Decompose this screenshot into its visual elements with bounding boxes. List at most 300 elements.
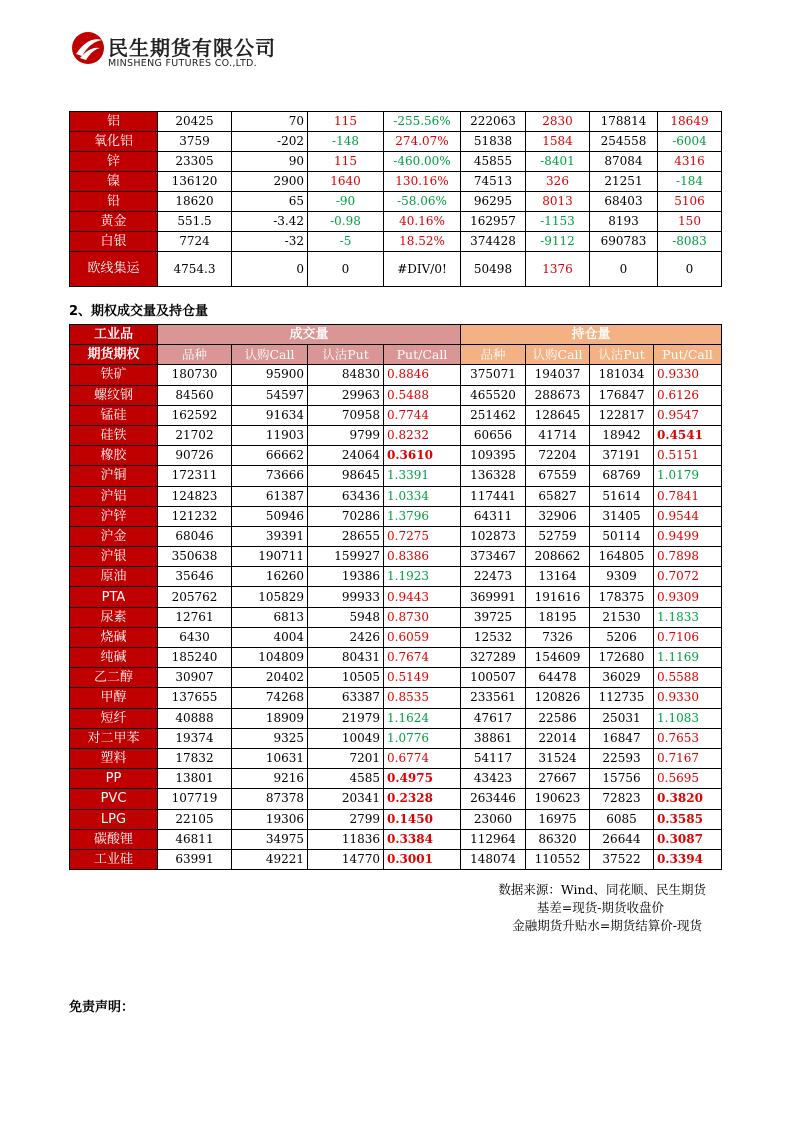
table-cell: 70 xyxy=(232,112,308,132)
col-header: 品种 xyxy=(158,345,232,365)
col-header: Put/Call xyxy=(384,345,461,365)
oi-put-call-ratio: 0.9309 xyxy=(654,587,722,607)
oi-call: 31524 xyxy=(526,748,590,768)
table-row xyxy=(70,425,722,445)
oi-put: 72823 xyxy=(590,789,654,809)
oi-put-call-ratio: 0.7106 xyxy=(654,627,722,647)
volume-call: 11903 xyxy=(232,425,308,445)
oi-put: 18942 xyxy=(590,425,654,445)
table-cell: 115 xyxy=(308,152,384,172)
oi-total: 23060 xyxy=(461,809,526,829)
col-header: 认购Call xyxy=(526,345,590,365)
oi-call: 22586 xyxy=(526,708,590,728)
volume-total: 84560 xyxy=(158,385,232,405)
volume-put-call-ratio: 0.3610 xyxy=(384,446,461,466)
company-name-en: MINSHENG FUTURES CO.,LTD. xyxy=(108,58,257,69)
table-cell: 8193 xyxy=(590,212,658,232)
table-cell: 115 xyxy=(308,112,384,132)
table-cell: 74513 xyxy=(461,172,526,192)
volume-put-call-ratio: 0.8535 xyxy=(384,688,461,708)
table-cell: 21251 xyxy=(590,172,658,192)
oi-call: 65827 xyxy=(526,486,590,506)
oi-total: 60656 xyxy=(461,425,526,445)
table-row xyxy=(70,112,722,132)
oi-put-call-ratio: 1.1169 xyxy=(654,648,722,668)
option-name: 甲醇 xyxy=(70,688,158,708)
oi-total: 465520 xyxy=(461,385,526,405)
table-cell: 551.5 xyxy=(158,212,232,232)
option-name: 短纤 xyxy=(70,708,158,728)
table-cell: 87084 xyxy=(590,152,658,172)
volume-put: 7201 xyxy=(308,748,384,768)
table-row xyxy=(70,769,722,789)
volume-put-call-ratio: 0.3001 xyxy=(384,849,461,869)
oi-total: 43423 xyxy=(461,769,526,789)
table-cell: -460.00% xyxy=(384,152,461,172)
oi-put: 122817 xyxy=(590,405,654,425)
option-name: 沪铜 xyxy=(70,466,158,486)
commodity-name: 欧线集运 xyxy=(70,252,158,287)
volume-put: 4585 xyxy=(308,769,384,789)
table-cell: -90 xyxy=(308,192,384,212)
volume-call: 9325 xyxy=(232,728,308,748)
volume-put-call-ratio: 0.8386 xyxy=(384,547,461,567)
oi-call: 64478 xyxy=(526,668,590,688)
oi-call: 110552 xyxy=(526,849,590,869)
volume-put: 28655 xyxy=(308,526,384,546)
volume-total: 21702 xyxy=(158,425,232,445)
volume-call: 50946 xyxy=(232,506,308,526)
oi-put: 21530 xyxy=(590,607,654,627)
corner-header-bottom: 期货期权 xyxy=(70,345,158,365)
option-name: 碳酸锂 xyxy=(70,829,158,849)
table-cell: 136120 xyxy=(158,172,232,192)
option-name: 纯碱 xyxy=(70,648,158,668)
corner-header-top: 工业品 xyxy=(70,325,158,345)
volume-put: 14770 xyxy=(308,849,384,869)
table-cell: 222063 xyxy=(461,112,526,132)
oi-put: 25031 xyxy=(590,708,654,728)
volume-put-call-ratio: 0.7744 xyxy=(384,405,461,425)
table-cell: 68403 xyxy=(590,192,658,212)
col-header: 品种 xyxy=(461,345,526,365)
table-cell: 5106 xyxy=(658,192,722,212)
option-name: 沪银 xyxy=(70,547,158,567)
volume-call: 16260 xyxy=(232,567,308,587)
table-cell: 50498 xyxy=(461,252,526,287)
table-row xyxy=(70,446,722,466)
table-cell: 0 xyxy=(658,252,722,287)
volume-call: 18909 xyxy=(232,708,308,728)
oi-put-call-ratio: 0.3585 xyxy=(654,809,722,829)
table-cell: -8083 xyxy=(658,232,722,252)
option-name: 硅铁 xyxy=(70,425,158,445)
volume-total: 35646 xyxy=(158,567,232,587)
volume-call: 190711 xyxy=(232,547,308,567)
volume-call: 87378 xyxy=(232,789,308,809)
table-cell: 90 xyxy=(232,152,308,172)
table-row xyxy=(70,849,722,869)
volume-put: 2799 xyxy=(308,809,384,829)
volume-put-call-ratio: 0.2328 xyxy=(384,789,461,809)
oi-total: 102873 xyxy=(461,526,526,546)
table-cell: 20425 xyxy=(158,112,232,132)
volume-put-call-ratio: 1.1624 xyxy=(384,708,461,728)
volume-call: 6813 xyxy=(232,607,308,627)
oi-call: 13164 xyxy=(526,567,590,587)
oi-call: 72204 xyxy=(526,446,590,466)
commodity-name: 铝 xyxy=(70,112,158,132)
table-cell: 96295 xyxy=(461,192,526,212)
oi-put: 16847 xyxy=(590,728,654,748)
oi-put-call-ratio: 0.3394 xyxy=(654,849,722,869)
logo-mark-icon xyxy=(70,30,106,66)
volume-put-call-ratio: 1.3796 xyxy=(384,506,461,526)
oi-total: 22473 xyxy=(461,567,526,587)
option-name: PP xyxy=(70,769,158,789)
oi-call: 190623 xyxy=(526,789,590,809)
volume-call: 4004 xyxy=(232,627,308,647)
table-cell: -58.06% xyxy=(384,192,461,212)
volume-put: 159927 xyxy=(308,547,384,567)
premium-note: 金融期货升贴水=期货结算价-现货 xyxy=(512,918,702,933)
oi-call: 22014 xyxy=(526,728,590,748)
oi-put: 15756 xyxy=(590,769,654,789)
oi-put: 112735 xyxy=(590,688,654,708)
table-cell: 51838 xyxy=(461,132,526,152)
volume-total: 121232 xyxy=(158,506,232,526)
volume-put: 21979 xyxy=(308,708,384,728)
option-name: 锰硅 xyxy=(70,405,158,425)
volume-put: 70286 xyxy=(308,506,384,526)
table-cell: 40.16% xyxy=(384,212,461,232)
table-row xyxy=(70,748,722,768)
company-logo xyxy=(70,30,310,75)
volume-call: 74268 xyxy=(232,688,308,708)
oi-put: 37522 xyxy=(590,849,654,869)
commodity-name: 镍 xyxy=(70,172,158,192)
volume-total: 137655 xyxy=(158,688,232,708)
volume-put: 63436 xyxy=(308,486,384,506)
oi-put-call-ratio: 0.3087 xyxy=(654,829,722,849)
table-row xyxy=(70,152,722,172)
volume-put-call-ratio: 0.8232 xyxy=(384,425,461,445)
table-cell: 690783 xyxy=(590,232,658,252)
oi-put-call-ratio: 0.7072 xyxy=(654,567,722,587)
table-cell: 130.16% xyxy=(384,172,461,192)
oi-put: 181034 xyxy=(590,365,654,385)
table-cell: -148 xyxy=(308,132,384,152)
volume-put: 11836 xyxy=(308,829,384,849)
volume-call: 34975 xyxy=(232,829,308,849)
oi-call: 16975 xyxy=(526,809,590,829)
table-cell: 2830 xyxy=(526,112,590,132)
option-name: 沪金 xyxy=(70,526,158,546)
table-cell: -184 xyxy=(658,172,722,192)
volume-put-call-ratio: 0.7674 xyxy=(384,648,461,668)
option-name: 原油 xyxy=(70,567,158,587)
col-header: 认购Call xyxy=(232,345,308,365)
oi-total: 373467 xyxy=(461,547,526,567)
oi-total: 109395 xyxy=(461,446,526,466)
option-name: 工业硅 xyxy=(70,849,158,869)
oi-put: 50114 xyxy=(590,526,654,546)
volume-put-call-ratio: 1.3391 xyxy=(384,466,461,486)
table-row xyxy=(70,212,722,232)
oi-total: 375071 xyxy=(461,365,526,385)
oi-call: 27667 xyxy=(526,769,590,789)
table-cell: -202 xyxy=(232,132,308,152)
volume-total: 30907 xyxy=(158,668,232,688)
oi-call: 191616 xyxy=(526,587,590,607)
volume-put-call-ratio: 0.9443 xyxy=(384,587,461,607)
volume-put: 98645 xyxy=(308,466,384,486)
oi-call: 194037 xyxy=(526,365,590,385)
option-name: PTA xyxy=(70,587,158,607)
table-cell: -8401 xyxy=(526,152,590,172)
table-row xyxy=(70,587,722,607)
oi-put: 22593 xyxy=(590,748,654,768)
option-name: 沪锌 xyxy=(70,506,158,526)
oi-put-call-ratio: 0.5151 xyxy=(654,446,722,466)
table-cell: 7724 xyxy=(158,232,232,252)
volume-call: 104809 xyxy=(232,648,308,668)
table-row xyxy=(70,809,722,829)
oi-put-call-ratio: 0.9330 xyxy=(654,365,722,385)
table-cell: 1584 xyxy=(526,132,590,152)
basis-note: 基差=现货-期货收盘价 xyxy=(536,900,664,915)
option-name: 对二甲苯 xyxy=(70,728,158,748)
option-name: LPG xyxy=(70,809,158,829)
volume-put-call-ratio: 0.6774 xyxy=(384,748,461,768)
volume-call: 105829 xyxy=(232,587,308,607)
volume-put-call-ratio: 1.1923 xyxy=(384,567,461,587)
volume-call: 91634 xyxy=(232,405,308,425)
source-note: 数据来源：Wind、同花顺、民生期货 xyxy=(498,882,706,897)
futures-summary-table xyxy=(69,111,722,287)
option-name: 沪铝 xyxy=(70,486,158,506)
options-volume-oi-table xyxy=(69,324,722,870)
open-interest-header: 持仓量 xyxy=(461,325,722,345)
oi-put-call-ratio: 0.3820 xyxy=(654,789,722,809)
table-cell: 326 xyxy=(526,172,590,192)
oi-total: 136328 xyxy=(461,466,526,486)
table-cell: 1640 xyxy=(308,172,384,192)
section-2-title: 2、期权成交量及持仓量 xyxy=(69,304,209,319)
table-row xyxy=(70,132,722,152)
table-row xyxy=(70,708,722,728)
volume-put-call-ratio: 0.5149 xyxy=(384,668,461,688)
volume-total: 107719 xyxy=(158,789,232,809)
commodity-name: 白银 xyxy=(70,232,158,252)
table-cell: -6004 xyxy=(658,132,722,152)
table-cell: 23305 xyxy=(158,152,232,172)
table-cell: #DIV/0! xyxy=(384,252,461,287)
option-name: 橡胶 xyxy=(70,446,158,466)
table-cell: -3.42 xyxy=(232,212,308,232)
volume-call: 66662 xyxy=(232,446,308,466)
oi-total: 233561 xyxy=(461,688,526,708)
volume-total: 17832 xyxy=(158,748,232,768)
table-cell: -255.56% xyxy=(384,112,461,132)
table-cell: 1376 xyxy=(526,252,590,287)
volume-call: 49221 xyxy=(232,849,308,869)
oi-call: 18195 xyxy=(526,607,590,627)
volume-total: 162592 xyxy=(158,405,232,425)
oi-put-call-ratio: 0.5695 xyxy=(654,769,722,789)
oi-put: 31405 xyxy=(590,506,654,526)
oi-put: 26644 xyxy=(590,829,654,849)
oi-put: 36029 xyxy=(590,668,654,688)
table-cell: 374428 xyxy=(461,232,526,252)
volume-total: 22105 xyxy=(158,809,232,829)
oi-put-call-ratio: 0.7653 xyxy=(654,728,722,748)
table-row xyxy=(70,405,722,425)
volume-total: 40888 xyxy=(158,708,232,728)
oi-call: 154609 xyxy=(526,648,590,668)
volume-put-call-ratio: 1.0776 xyxy=(384,728,461,748)
volume-put: 5948 xyxy=(308,607,384,627)
table-row xyxy=(70,172,722,192)
oi-put-call-ratio: 0.7167 xyxy=(654,748,722,768)
col-header: 认沽Put xyxy=(590,345,654,365)
volume-put-call-ratio: 0.6059 xyxy=(384,627,461,647)
table-row xyxy=(70,385,722,405)
volume-total: 205762 xyxy=(158,587,232,607)
col-header: 认沽Put xyxy=(308,345,384,365)
table-row xyxy=(70,466,722,486)
volume-put-call-ratio: 0.1450 xyxy=(384,809,461,829)
volume-put: 24064 xyxy=(308,446,384,466)
commodity-name: 黄金 xyxy=(70,212,158,232)
table-cell: 3759 xyxy=(158,132,232,152)
table-row xyxy=(70,789,722,809)
oi-call: 32906 xyxy=(526,506,590,526)
oi-call: 120826 xyxy=(526,688,590,708)
option-name: 乙二醇 xyxy=(70,668,158,688)
oi-total: 251462 xyxy=(461,405,526,425)
oi-put: 178375 xyxy=(590,587,654,607)
volume-call: 95900 xyxy=(232,365,308,385)
volume-total: 12761 xyxy=(158,607,232,627)
oi-put: 9309 xyxy=(590,567,654,587)
oi-call: 208662 xyxy=(526,547,590,567)
volume-put: 19386 xyxy=(308,567,384,587)
oi-total: 148074 xyxy=(461,849,526,869)
table-cell: 178814 xyxy=(590,112,658,132)
col-header: Put/Call xyxy=(654,345,722,365)
volume-put-call-ratio: 0.4975 xyxy=(384,769,461,789)
table-cell: -0.98 xyxy=(308,212,384,232)
volume-put-call-ratio: 0.5488 xyxy=(384,385,461,405)
table-row xyxy=(70,567,722,587)
table-cell: 0 xyxy=(308,252,384,287)
volume-call: 9216 xyxy=(232,769,308,789)
table-cell: 45855 xyxy=(461,152,526,172)
volume-put: 70958 xyxy=(308,405,384,425)
oi-call: 52759 xyxy=(526,526,590,546)
table-cell: 0 xyxy=(590,252,658,287)
table-cell: -32 xyxy=(232,232,308,252)
table-cell: -9112 xyxy=(526,232,590,252)
option-name: 尿素 xyxy=(70,607,158,627)
table-cell: 2900 xyxy=(232,172,308,192)
table-cell: 18620 xyxy=(158,192,232,212)
oi-total: 369991 xyxy=(461,587,526,607)
table-cell: -1153 xyxy=(526,212,590,232)
company-name-cn: 民生期货有限公司 xyxy=(108,36,276,60)
volume-put: 63387 xyxy=(308,688,384,708)
option-name: 烧碱 xyxy=(70,627,158,647)
commodity-name: 锌 xyxy=(70,152,158,172)
table-cell: 4754.3 xyxy=(158,252,232,287)
volume-put: 10049 xyxy=(308,728,384,748)
volume-call: 61387 xyxy=(232,486,308,506)
table-row xyxy=(70,192,722,212)
table-row xyxy=(70,627,722,647)
oi-total: 117441 xyxy=(461,486,526,506)
volume-total: 180730 xyxy=(158,365,232,385)
table-row xyxy=(70,506,722,526)
option-name: 塑料 xyxy=(70,748,158,768)
oi-put-call-ratio: 0.5588 xyxy=(654,668,722,688)
volume-put: 80431 xyxy=(308,648,384,668)
volume-call: 39391 xyxy=(232,526,308,546)
volume-total: 124823 xyxy=(158,486,232,506)
oi-call: 67559 xyxy=(526,466,590,486)
volume-total: 19374 xyxy=(158,728,232,748)
volume-call: 19306 xyxy=(232,809,308,829)
oi-put-call-ratio: 1.0179 xyxy=(654,466,722,486)
volume-total: 46811 xyxy=(158,829,232,849)
oi-put-call-ratio: 0.9544 xyxy=(654,506,722,526)
oi-put-call-ratio: 0.4541 xyxy=(654,425,722,445)
volume-total: 185240 xyxy=(158,648,232,668)
volume-total: 350638 xyxy=(158,547,232,567)
table-row xyxy=(70,728,722,748)
option-name: PVC xyxy=(70,789,158,809)
table-row xyxy=(70,648,722,668)
table-row xyxy=(70,486,722,506)
disclaimer-title: 免责声明： xyxy=(69,1000,135,1015)
oi-put: 51614 xyxy=(590,486,654,506)
volume-total: 172311 xyxy=(158,466,232,486)
volume-put-call-ratio: 0.7275 xyxy=(384,526,461,546)
oi-put-call-ratio: 0.9330 xyxy=(654,688,722,708)
volume-put: 99933 xyxy=(308,587,384,607)
oi-call: 288673 xyxy=(526,385,590,405)
oi-total: 100507 xyxy=(461,668,526,688)
commodity-name: 铅 xyxy=(70,192,158,212)
oi-put-call-ratio: 0.9547 xyxy=(654,405,722,425)
volume-put-call-ratio: 1.0334 xyxy=(384,486,461,506)
volume-put: 84830 xyxy=(308,365,384,385)
oi-call: 86320 xyxy=(526,829,590,849)
table-cell: 162957 xyxy=(461,212,526,232)
oi-put: 37191 xyxy=(590,446,654,466)
option-name: 螺纹钢 xyxy=(70,385,158,405)
table-cell: 0 xyxy=(232,252,308,287)
table-row xyxy=(70,252,722,287)
volume-put: 20341 xyxy=(308,789,384,809)
oi-put: 176847 xyxy=(590,385,654,405)
volume-total: 68046 xyxy=(158,526,232,546)
oi-call: 128645 xyxy=(526,405,590,425)
volume-put-call-ratio: 0.8846 xyxy=(384,365,461,385)
volume-put: 9799 xyxy=(308,425,384,445)
oi-put-call-ratio: 1.1833 xyxy=(654,607,722,627)
table-cell: 18649 xyxy=(658,112,722,132)
